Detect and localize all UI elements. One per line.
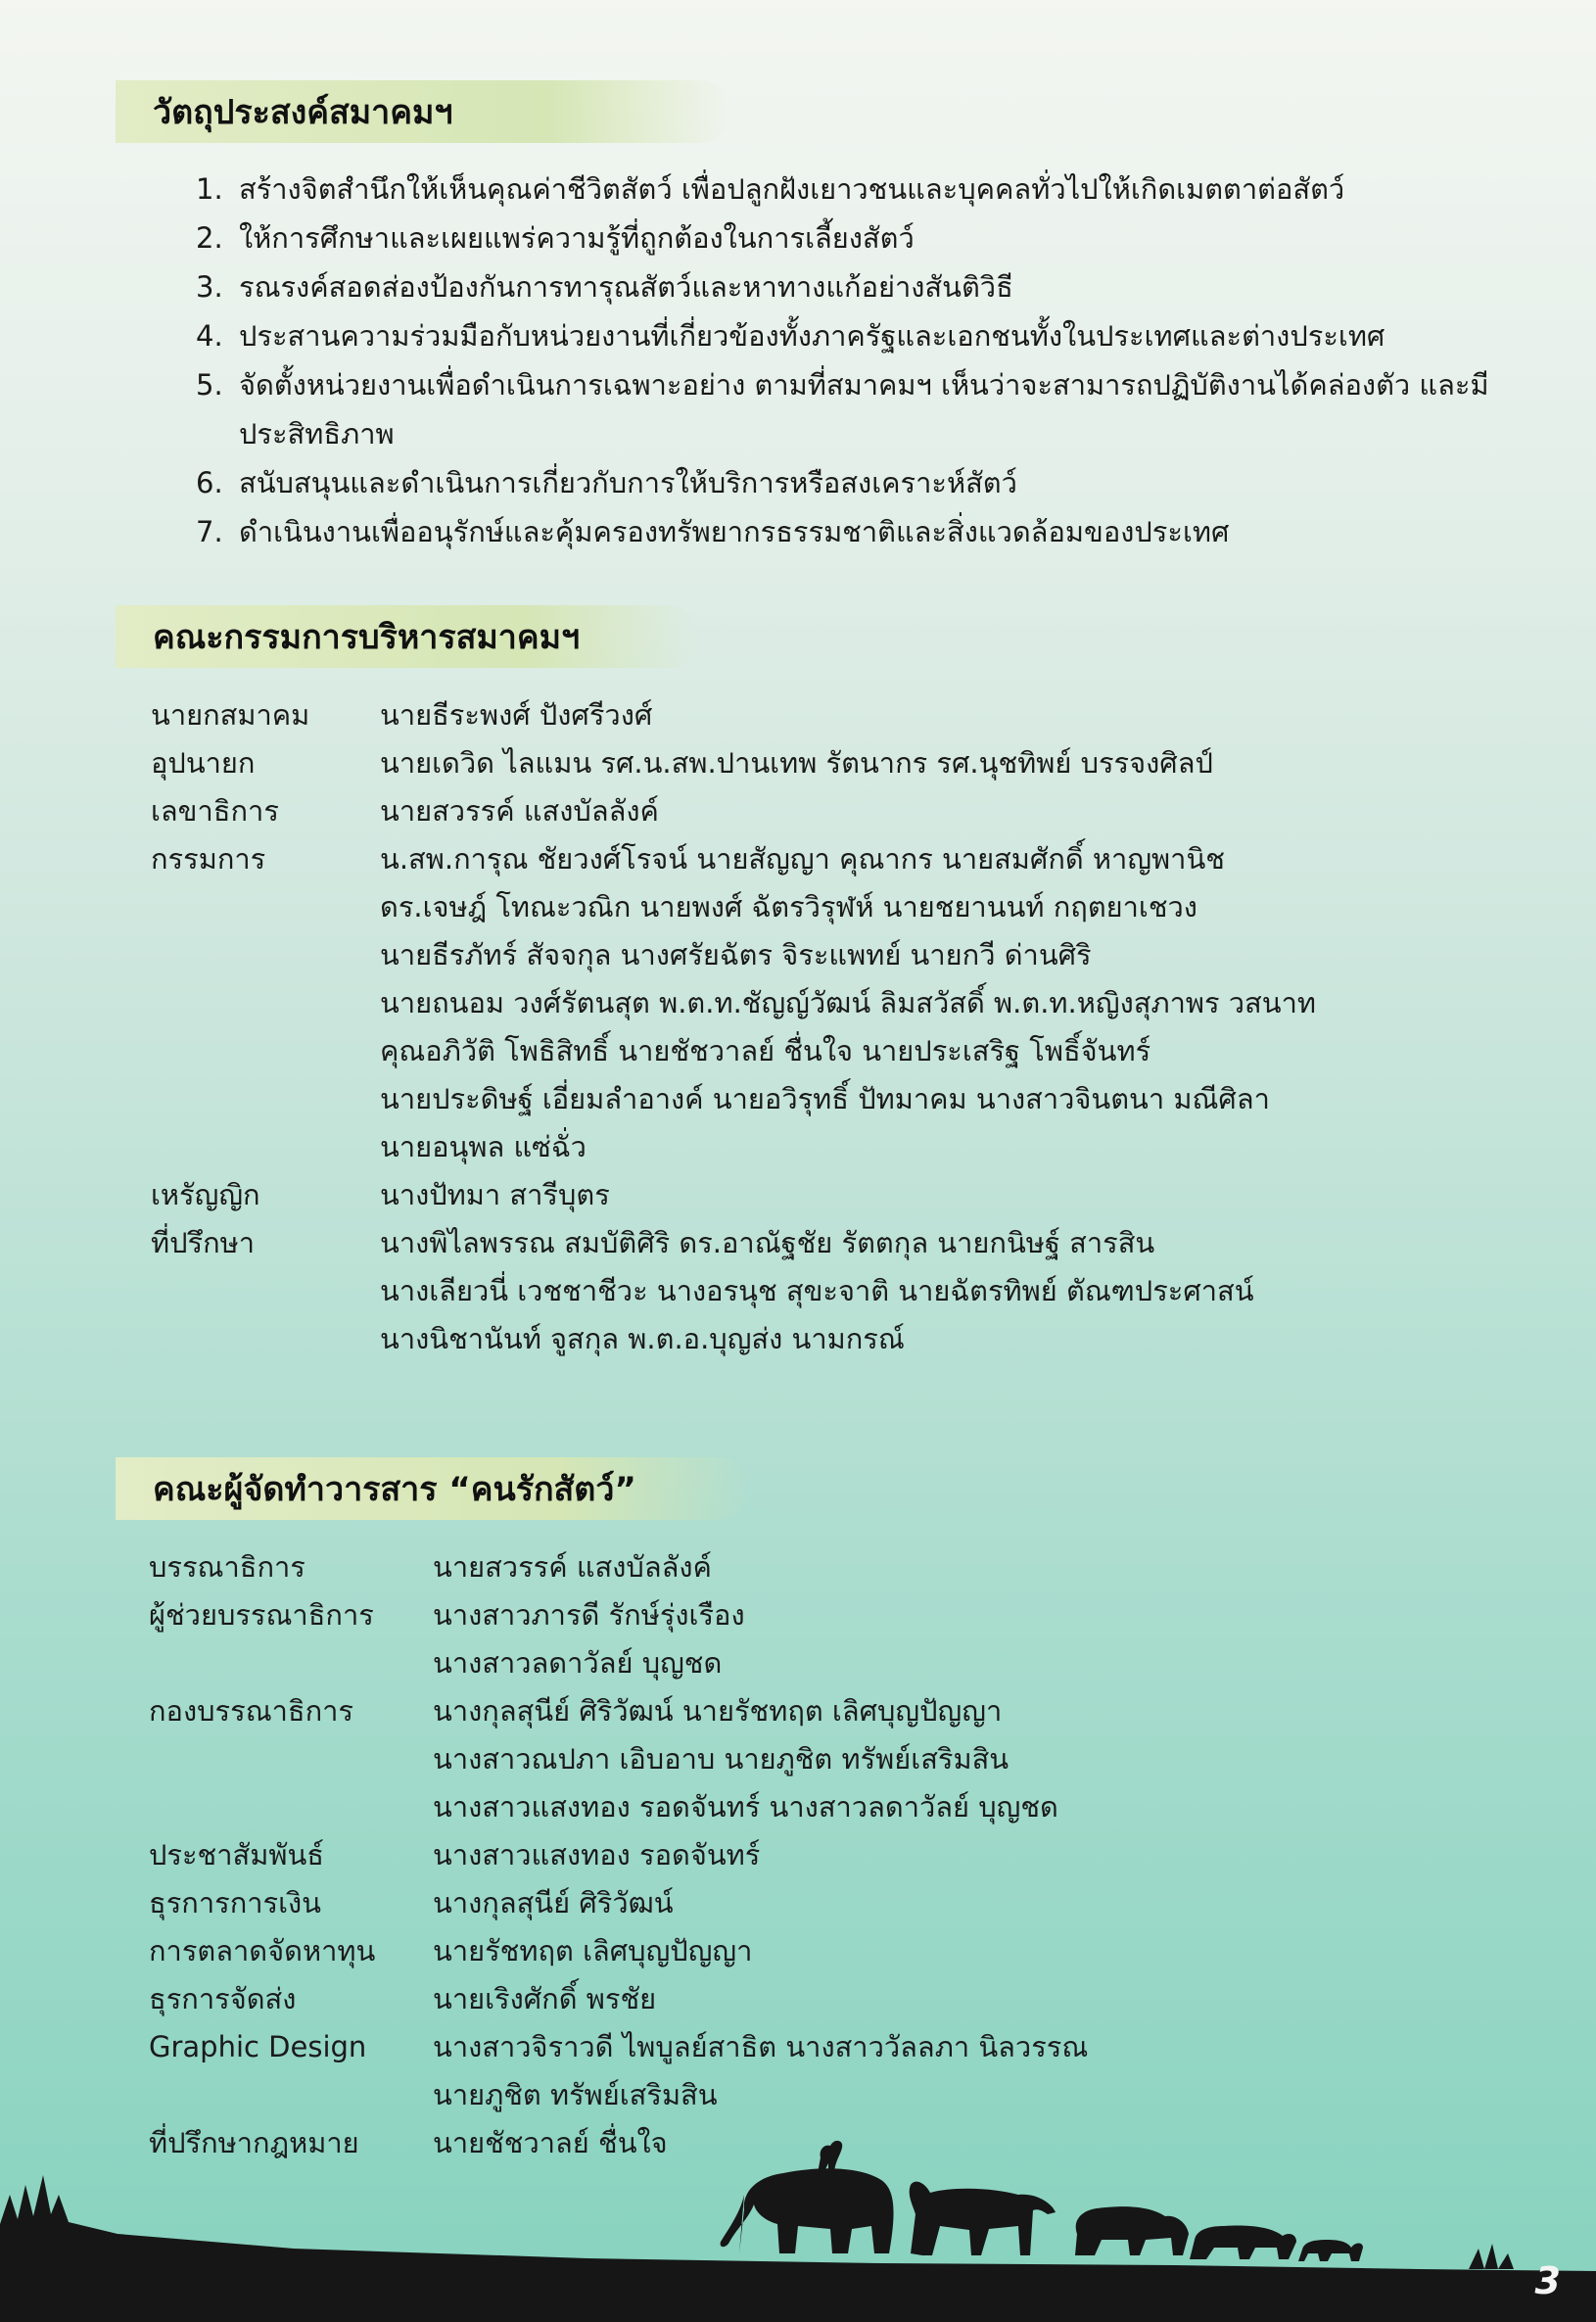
member-names: [433, 1879, 1383, 1927]
objective-item: [196, 458, 1479, 507]
member-names: [433, 1831, 1383, 1879]
role-label: นายกสมาคม: [151, 698, 310, 732]
member-names: [380, 787, 1522, 835]
objective-item: [196, 213, 1479, 262]
committee-heading: [116, 605, 699, 668]
role-label: ธุรการการเงิน: [149, 1886, 322, 1919]
member-line: นายประดิษฐ์ เอี่ยมลำอางค์ นายอวิรุทธิ์ ปัทมาคม นางสาวจินตนา มณีศิลา: [380, 1082, 1270, 1115]
objective-number: 1.: [196, 172, 223, 206]
role-label: กรรมการ: [151, 842, 266, 876]
roster-row: [149, 1831, 1383, 1879]
objective-text: รณรงค์สอดส่องป้องกันการทารุณสัตว์และหาทางแก้อย่างสันติวิธี: [239, 270, 1013, 304]
member-line: นายชัชวาลย์ ชื่นใจ: [433, 2126, 668, 2159]
roster-row: [151, 835, 1522, 1171]
member-line: นายถนอม วงศ์รัตนสุต พ.ต.ท.ชัญญ์วัฒน์ ลิมสวัสดิ์ พ.ต.ท.หญิงสุภาพร วสนาท: [380, 986, 1316, 1019]
objective-text: ให้การศึกษาและเผยแพร่ความรู้ที่ถูกต้องในการเลี้ยงสัตว์: [239, 221, 915, 255]
objective-number: 6.: [196, 466, 223, 499]
role-label: ที่ปรึกษากฎหมาย: [149, 2126, 359, 2159]
objectives-heading: [116, 80, 730, 143]
objective-item: [196, 360, 1502, 458]
member-names: [380, 835, 1522, 1171]
member-line: นายธีรภัทร์ สัจจกุล นางศรัยฉัตร จิระแพทย์ นายกวี ด่านศิริ: [380, 938, 1092, 971]
member-line: นางเลียวนี่ เวชชาชีวะ นางอรนุช สุขะจาติ นายฉัตรทิพย์ ตัณฑประศาสน์: [380, 1274, 1254, 1307]
roster-row: [149, 1543, 1383, 1591]
member-line: นางนิชานันท์ จูสกุล พ.ต.อ.บุญส่ง นามกรณ์: [380, 1322, 905, 1355]
roster-row: [151, 1219, 1522, 1363]
objective-item: [196, 507, 1479, 556]
objective-text: จัดตั้งหน่วยงานเพื่อดำเนินการเฉพาะอย่าง ตามที่สมาคมฯ เห็นว่าจะสามารถปฏิบัติงานได้คล่องตัว และมีประสิทธิภาพ: [239, 368, 1489, 450]
objectives-heading-text: วัตถุประสงค์สมาคมฯ: [153, 93, 453, 132]
objective-number: 3.: [196, 270, 223, 304]
member-names: [380, 739, 1522, 787]
member-line: นายสวรรค์ แสงบัลลังค์: [380, 794, 659, 828]
member-line: นายอนุพล แซ่ฉั่ว: [380, 1130, 587, 1163]
member-line: ดร.เจษฎ์ โทณะวณิก นายพงศ์ ฉัตรวิรุฬห์ นายชยานนท์ กฤตยาเชวง: [380, 890, 1197, 924]
roster-row: [149, 1879, 1383, 1927]
member-line: นายรัชทฤต เลิศบุญปัญญา: [433, 1934, 753, 1967]
roster-row: [149, 1975, 1383, 2023]
roster-row: [151, 787, 1522, 835]
committee-roster: [151, 691, 1522, 1363]
objective-text: สร้างจิตสำนึกให้เห็นคุณค่าชีวิตสัตว์ เพื่อปลูกฝังเยาวชนและบุคคลทั่วไปให้เกิดเมตตาต่อสัตว์: [239, 172, 1345, 206]
member-line: คุณอภิวัติ โพธิสิทธิ์ นายชัชวาลย์ ชื่นใจ นายประเสริฐ โพธิ์จันทร์: [380, 1034, 1151, 1067]
member-line: นางสาวจิราวดี ไพบูลย์สาธิต นางสาววัลลภา นิลวรรณ: [433, 2030, 1089, 2063]
role-label: ที่ปรึกษา: [151, 1226, 256, 1259]
objective-item: [196, 262, 1479, 311]
member-names: [380, 1171, 1522, 1219]
role-label: ธุรการจัดส่ง: [149, 1982, 297, 2015]
member-line: นางสาวลดาวัลย์ บุญชด: [433, 1646, 723, 1680]
member-names: [433, 1591, 1383, 1687]
role-label: Graphic Design: [149, 2030, 367, 2063]
roster-row: [151, 691, 1522, 739]
member-names: [433, 1687, 1383, 1831]
roster-row: [151, 739, 1522, 787]
roster-row: [149, 1591, 1383, 1687]
objective-item: [196, 165, 1479, 213]
member-names: [433, 1927, 1383, 1975]
member-line: นายธีระพงศ์ ปังศรีวงศ์: [380, 698, 653, 732]
member-names: [380, 1219, 1522, 1363]
member-names: [380, 691, 1522, 739]
objective-number: 2.: [196, 221, 223, 255]
member-line: น.สพ.การุณ ชัยวงศ์โรจน์ นายสัญญา คุณากร นายสมศักดิ์ หาญพานิช: [380, 842, 1225, 876]
member-line: นางพิไลพรรณ สมบัติศิริ ดร.อาณัฐชัย รัตตกุล นายกนิษฐ์ สารสิน: [380, 1226, 1155, 1259]
roster-row: [149, 1687, 1383, 1831]
member-line: นางสาวแสงทอง รอดจันทร์: [433, 1838, 761, 1872]
animal-procession-silhouette-icon: [0, 2048, 1596, 2322]
member-line: นางสาวณปภา เอิบอาบ นายภูชิต ทรัพย์เสริมสิน: [433, 1742, 1009, 1776]
member-line: นางกุลสุนีย์ ศิริวัฒน์: [433, 1886, 674, 1919]
editorial-heading: [116, 1457, 750, 1520]
editorial-heading-text: คณะผู้จัดทำวารสาร “คนรักสัตว์”: [153, 1470, 636, 1509]
role-label: กองบรรณาธิการ: [149, 1694, 354, 1728]
objective-item: [196, 311, 1479, 360]
member-line: นายสวรรค์ แสงบัลลังค์: [433, 1550, 712, 1584]
member-line: นางปัทมา สารีบุตร: [380, 1178, 610, 1211]
member-line: นายภูชิต ทรัพย์เสริมสิน: [433, 2078, 718, 2111]
role-label: เลขาธิการ: [151, 794, 279, 828]
role-label: อุปนายก: [151, 746, 256, 780]
page-number: 3: [1534, 2259, 1561, 2302]
member-line: นางกุลสุนีย์ ศิริวัฒน์ นายรัชทฤต เลิศบุญปัญญา: [433, 1694, 1003, 1728]
roster-row: [151, 1171, 1522, 1219]
objective-number: 5.: [196, 368, 223, 402]
member-line: นายเริงศักดิ์ พรชัย: [433, 1982, 657, 2015]
member-line: นางสาวภารดี รักษ์รุ่งเรือง: [433, 1598, 745, 1632]
role-label: บรรณาธิการ: [149, 1550, 305, 1584]
roster-row: [149, 1927, 1383, 1975]
member-line: นางสาวแสงทอง รอดจันทร์ นางสาวลดาวัลย์ บุญชด: [433, 1790, 1058, 1824]
objective-text: ดำเนินงานเพื่ออนุรักษ์และคุ้มครองทรัพยากรธรรมชาติและสิ่งแวดล้อมของประเทศ: [239, 515, 1230, 548]
objective-text: ประสานความร่วมมือกับหน่วยงานที่เกี่ยวข้องทั้งภาครัฐและเอกชนทั้งในประเทศและต่างประเทศ: [239, 319, 1385, 353]
objective-number: 7.: [196, 515, 223, 548]
role-label: เหรัญญิก: [151, 1178, 260, 1211]
role-label: การตลาดจัดหาทุน: [149, 1934, 376, 1967]
objective-text: สนับสนุนและดำเนินการเกี่ยวกับการให้บริการหรือสงเคราะห์สัตว์: [239, 466, 1017, 499]
role-label: ผู้ช่วยบรรณาธิการ: [149, 1598, 374, 1632]
member-names: [433, 1975, 1383, 2023]
objective-number: 4.: [196, 319, 223, 353]
objectives-list: [196, 165, 1489, 556]
member-names: [433, 1543, 1383, 1591]
member-line: นายเดวิด ไลแมน รศ.น.สพ.ปานเทพ รัตนากร รศ.นุชทิพย์ บรรจงศิลป์: [380, 746, 1213, 780]
committee-heading-text: คณะกรรมการบริหารสมาคมฯ: [153, 618, 581, 657]
role-label: ประชาสัมพันธ์: [149, 1838, 324, 1872]
